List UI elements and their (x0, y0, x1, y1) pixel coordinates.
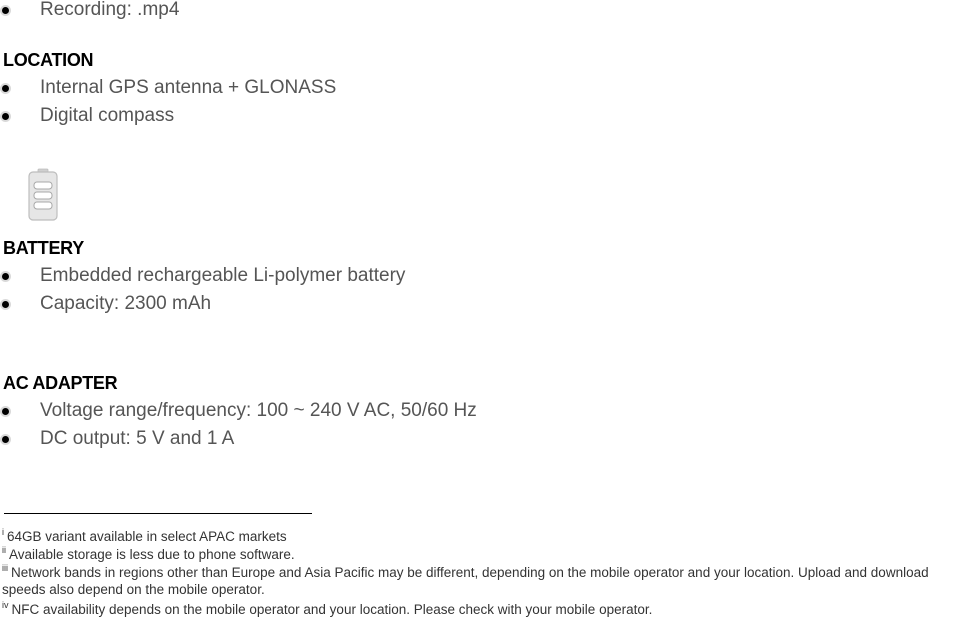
footnote (2, 563, 929, 580)
footnote (2, 527, 287, 544)
footnote-text: 64GB variant available in select APAC markets (7, 529, 287, 544)
footnote-text: speeds also depend on the mobile operator. (2, 582, 265, 597)
battery-item (0, 262, 480, 290)
location-item (0, 102, 400, 130)
footnote (2, 600, 652, 617)
footnote-continuation (2, 582, 265, 597)
footnote-text: Available storage is less due to phone software. (9, 547, 295, 562)
footnote-divider (4, 513, 312, 514)
location-heading: LOCATION (3, 50, 94, 70)
bullet-dot (2, 301, 9, 308)
recording-item (0, 0, 400, 24)
item-text: Voltage range/frequency: 100 ~ 240 V AC, 50/60 Hz (40, 400, 477, 421)
footnote-mark: iii (2, 563, 8, 573)
footnote (2, 545, 295, 562)
bullet-dot (2, 85, 9, 92)
ac-adapter-heading: AC ADAPTER (3, 373, 118, 393)
item-text: Capacity: 2300 mAh (40, 293, 212, 314)
item-text: Recording: .mp4 (40, 0, 180, 20)
bullet-dot (2, 273, 9, 280)
footnote-text: Network bands in regions other than Europe and Asia Pacific may be different, depending on the mobile operator and your location. Upload and download (11, 565, 929, 580)
bullet-dot (2, 113, 9, 120)
ac-adapter-item (0, 425, 560, 453)
item-text: Digital compass (40, 105, 175, 126)
item-text: Internal GPS antenna + GLONASS (40, 77, 337, 98)
battery-item (0, 290, 480, 318)
item-text: Embedded rechargeable Li-polymer battery (40, 265, 406, 286)
footnote-mark: iv (2, 600, 9, 610)
ac-adapter-item (0, 397, 560, 425)
item-text: DC output: 5 V and 1 A (40, 428, 235, 449)
battery-heading: BATTERY (3, 238, 84, 258)
footnote-text: NFC availability depends on the mobile operator and your location. Please check with your mobile operator. (11, 602, 653, 617)
footnote-mark: ii (2, 545, 6, 555)
bullet-dot (2, 436, 9, 443)
bullet-dot (2, 7, 9, 14)
bullet-dot (2, 408, 9, 415)
location-item (0, 74, 400, 102)
footnote-mark: i (2, 527, 4, 537)
battery-icon (27, 168, 59, 222)
